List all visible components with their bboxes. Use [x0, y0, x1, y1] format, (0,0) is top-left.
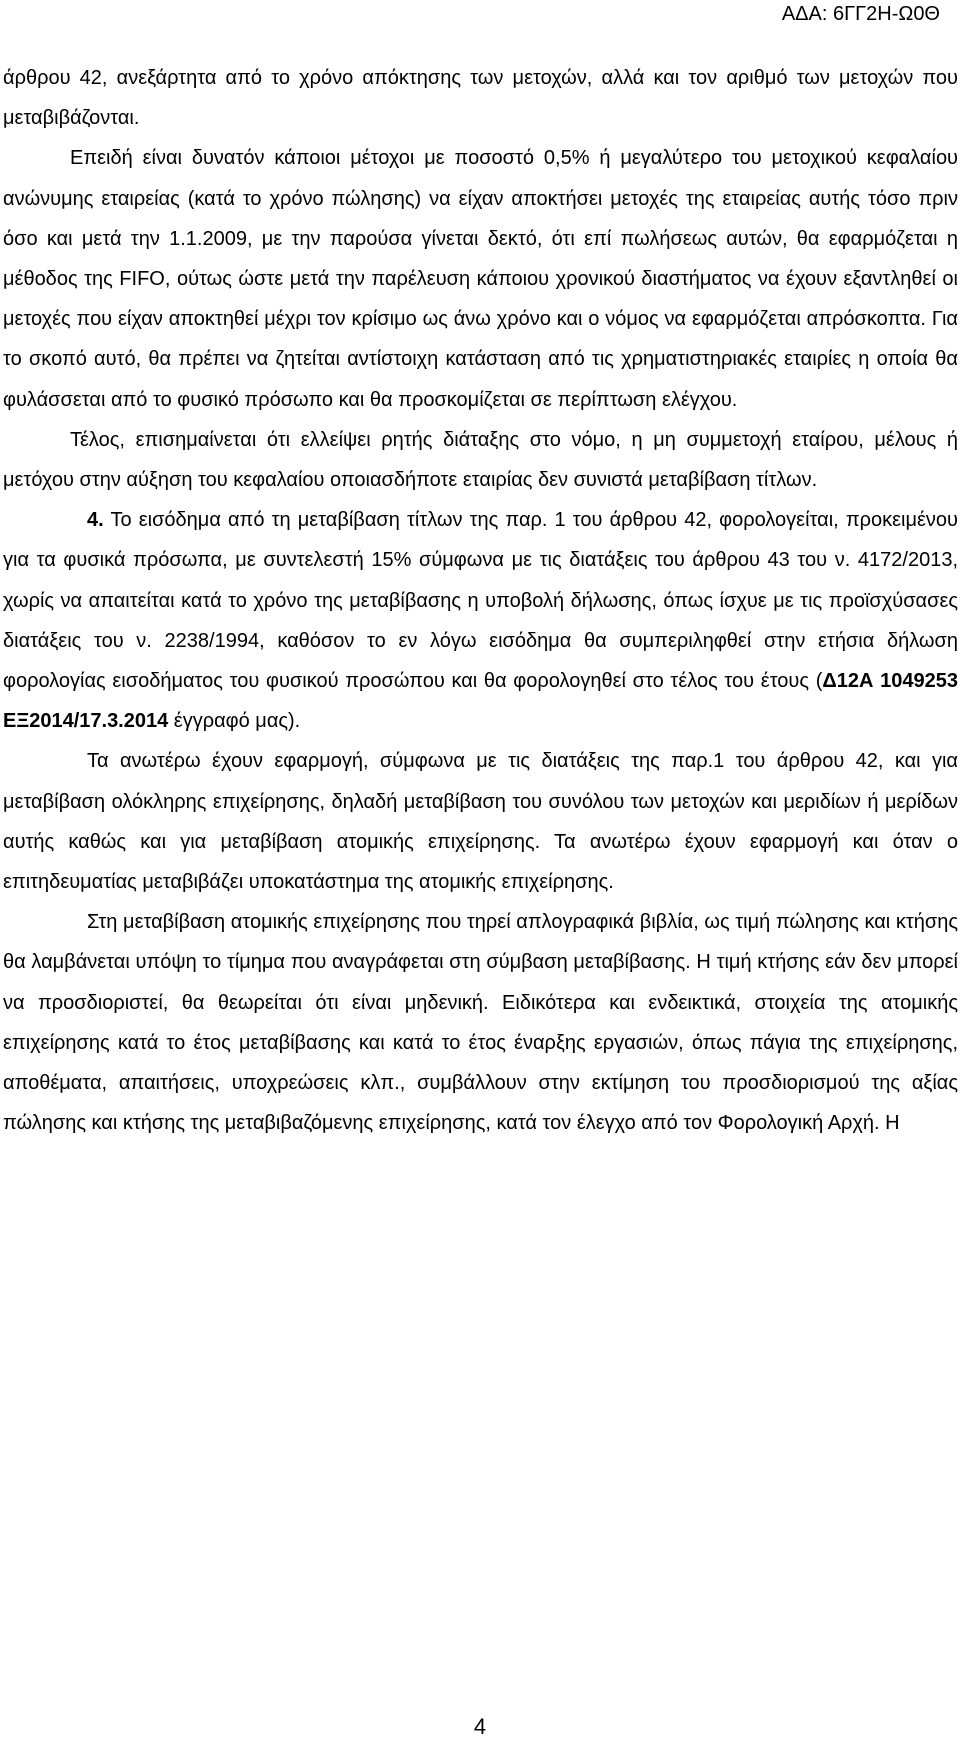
paragraph-4	[3, 500, 958, 741]
paragraph-4-text: Το εισόδημα από τη μεταβίβαση τίτλων της παρ. 1 του άρθρου 42, φορολογείται, προκειμένου για τα φυσικά πρόσωπα, με συντελεστή 15% σύμφωνα με τις διατάξεις του άρθρου 43 του ν. 4172/2013, χωρίς να απαιτείται κατά το χρόνο της μεταβίβασης η υποβολή δήλωσης, όπως ίσχυε με τις προϊσχύσασες διατάξεις του ν. 2238/1994, καθόσον το εν λόγω εισόδημα θα συμπεριληφθεί στην ετήσια δήλωση φορολογίας εισοδήματος του φυσικού προσώπου και θα φορολογηθεί στο τέλος του έτους (	[3, 509, 958, 693]
paragraph-5: Τα ανωτέρω έχουν εφαρμογή, σύμφωνα με τις διατάξεις της παρ.1 του άρθρου 42, και για μεταβίβαση ολόκληρης επιχείρησης, δηλαδή μεταβίβαση του συνόλου των μετοχών και μεριδίων ή μερίδων αυτής καθώς και για μεταβίβαση ατομικής επιχείρησης. Τα ανωτέρω έχουν εφαρμογή και όταν ο επιτηδευματίας μεταβιβάζει υποκατάστημα της ατομικής επιχείρησης.	[3, 750, 958, 894]
page-number: 4	[473, 1714, 487, 1739]
paragraph-2: Επειδή είναι δυνατόν κάποιοι μέτοχοι με ποσοστό 0,5% ή μεγαλύτερο του μετοχικού κεφαλαίου ανώνυμης εταιρείας (κατά το χρόνο πώλησης) να είχαν αποκτήσει μετοχές της εταιρείας αυτής τόσο πριν όσο και μετά την 1.1.2009, με την παρούσα γίνεται δεκτό, ότι επί πωλήσεως αυτών, θα εφαρμόζεται η μέθοδος της FIFO, ούτως ώστε μετά την παρέλευση κάποιου χρονικού διαστήματος να έχουν εξαντληθεί οι μετοχές που είχαν αποκτηθεί μέχρι τον κρίσιμο ως άνω χρόνο και ο νόμος να εφαρμόζεται απρόσκοπτα. Για το σκοπό αυτό, θα πρέπει να ζητείται αντίστοιχη κατάσταση από τις χρηματιστηριακές εταιρίες η οποία θα φυλάσσεται από το φυσικό πρόσωπο και θα προσκομίζεται σε περίπτωση ελέγχου.	[3, 147, 958, 411]
paragraph-1: άρθρου 42, ανεξάρτητα από το χρόνο απόκτησης των μετοχών, αλλά και τον αριθμό των μετοχών που μεταβιβάζονται.	[3, 67, 958, 130]
document-body	[3, 58, 958, 1143]
paragraph-3: Τέλος, επισημαίνεται ότι ελλείψει ρητής διάταξης στο νόμο, η μη συμμετοχή εταίρου, μέλους ή μετόχου στην αύξηση του κεφαλαίου οποιασδήποτε εταιρίας δεν συνιστά μεταβίβαση τίτλων.	[3, 428, 958, 492]
ada-code: ΑΔΑ: 6ΓΓ2Η-Ω0Θ	[781, 3, 940, 25]
paragraph-6: Στη μεταβίβαση ατομικής επιχείρησης που τηρεί απλογραφικά βιβλία, ως τιμή πώλησης και κτήσης θα λαμβάνεται υπόψη το τίμημα που αναγράφεται στη σύμβαση μεταβίβασης. Η τιμή κτήσης εάν δεν μπορεί να προσδιοριστεί, θα θεωρείται ότι είναι μηδενική. Ειδικότερα και ενδεικτικά, στοιχεία της ατομικής επιχείρησης κατά το έτος μεταβίβασης και κατά το έτος έναρξης εργασιών, όπως πάγια της επιχείρησης, αποθέματα, απαιτήσεις, υποχρεώσεις κλπ., συμβάλλουν στην εκτίμηση του προσδιορισμού της αξίας πώλησης και κτήσης της μεταβιβαζόμενης επιχείρησης, κατά τον έλεγχο από τον Φορολογική Αρχή. Η	[3, 911, 958, 1135]
section-number: 4.	[87, 509, 104, 532]
document-reference: Δ12Α 1049253 ΕΞ2014/17.3.2014	[3, 670, 959, 733]
paragraph-4-tail: έγγραφό μας).	[168, 710, 301, 733]
